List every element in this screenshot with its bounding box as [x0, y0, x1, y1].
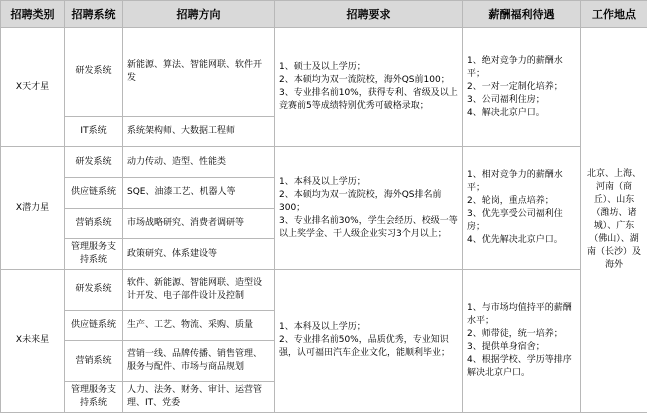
category-cell: X未来星	[1, 269, 65, 412]
benefit-line: 3、提供单身宿舍；	[467, 341, 545, 352]
direction-cell: 营销一线、品牌传播、销售管理、服务与配件、市场与商品规划	[123, 341, 275, 382]
system-cell: IT系统	[65, 116, 123, 147]
benefit-line: 4、根据学校、学历等排序解决北京户口。	[467, 354, 572, 378]
requirements-cell	[275, 269, 463, 412]
header-direction: 招聘方向	[123, 1, 275, 28]
header-requirements: 招聘要求	[275, 1, 463, 28]
requirement-line: 2、本硕均为双一流院校，海外QS前100；	[279, 75, 450, 86]
header-benefits: 薪酬福利待遇	[463, 1, 581, 28]
benefit-line: 2、轮岗，重点培养；	[467, 196, 554, 207]
system-cell: 研发系统	[65, 147, 123, 178]
category-cell: X潜力星	[1, 147, 65, 270]
system-cell: 管理服务支持系统	[65, 239, 123, 270]
requirement-line: 3、专业排名前10%，获得专利、省级及以上竞赛前5等成绩特别优秀可破格录取；	[279, 88, 458, 112]
system-cell: 营销系统	[65, 208, 123, 239]
system-cell: 供应链系统	[65, 310, 123, 341]
benefit-line: 4、优先解决北京户口。	[467, 235, 563, 246]
table-row	[1, 147, 647, 178]
direction-cell: 政策研究、体系建设等	[123, 239, 275, 270]
requirements-cell	[275, 147, 463, 270]
system-cell: 研发系统	[65, 269, 123, 310]
system-cell: 管理服务支持系统	[65, 382, 123, 413]
benefit-line: 1、与市场均值持平的薪酬水平；	[467, 302, 572, 326]
requirement-line: 1、硕士及以上学历；	[279, 62, 366, 73]
benefit-line: 1、相对竞争力的薪酬水平；	[467, 170, 563, 194]
benefit-line: 1、绝对竞争力的薪酬水平；	[467, 55, 563, 79]
requirement-line: 3、专业排名前30%，学生会经历、校级一等以上奖学金、干人级企业实习3个月以上；	[279, 215, 458, 239]
benefits-cell	[463, 269, 581, 412]
requirements-cell	[275, 28, 463, 147]
table-row	[1, 269, 647, 310]
benefits-cell	[463, 147, 581, 270]
requirement-line: 2、本硕均为双一流院校，海外QS排名前300；	[279, 189, 442, 213]
requirement-line: 1、本科及以上学历；	[279, 322, 366, 333]
header-location: 工作地点	[581, 1, 647, 28]
header-row	[1, 1, 647, 28]
benefits-cell	[463, 28, 581, 147]
direction-cell: 软件、新能源、智能网联、造型设计开发、电子部件设计及控制	[123, 269, 275, 310]
header-category: 招聘类别	[1, 1, 65, 28]
requirement-line: 1、本科及以上学历；	[279, 176, 366, 187]
location-cell: 北京、上海、河南（商丘）、山东（潍坊、诸城）、广东（佛山）、湖南（长沙）及海外	[581, 28, 647, 413]
direction-cell: 系统架构师、大数据工程师	[123, 116, 275, 147]
benefit-line: 2、师带徒，统一培养；	[467, 328, 563, 339]
benefit-line: 4、解决北京户口。	[467, 107, 545, 118]
direction-cell: 人力、法务、财务、审计、运营管理、IT、党委	[123, 382, 275, 413]
benefit-line: 3、公司福利住房；	[467, 94, 545, 105]
direction-cell: 动力传动、造型、性能类	[123, 147, 275, 178]
benefit-line: 2、一对一定制化培养；	[467, 81, 563, 92]
benefit-line: 3、优先享受公司福利住房；	[467, 209, 563, 233]
direction-cell: SQE、油漆工艺、机器人等	[123, 178, 275, 209]
header-system: 招聘系统	[65, 1, 123, 28]
requirement-line: 2、专业排名前50%，品质优秀，专业知识强，认可福田汽车企业文化，能顺利毕业；	[279, 335, 451, 359]
direction-cell: 市场战略研究、消费者调研等	[123, 208, 275, 239]
direction-cell: 新能源、算法、智能网联、软件开发	[123, 28, 275, 117]
direction-cell: 生产、工艺、物流、采购、质量	[123, 310, 275, 341]
category-cell: X天才星	[1, 28, 65, 147]
system-cell: 供应链系统	[65, 178, 123, 209]
table-row	[1, 28, 647, 117]
system-cell: 营销系统	[65, 341, 123, 382]
system-cell: 研发系统	[65, 28, 123, 117]
